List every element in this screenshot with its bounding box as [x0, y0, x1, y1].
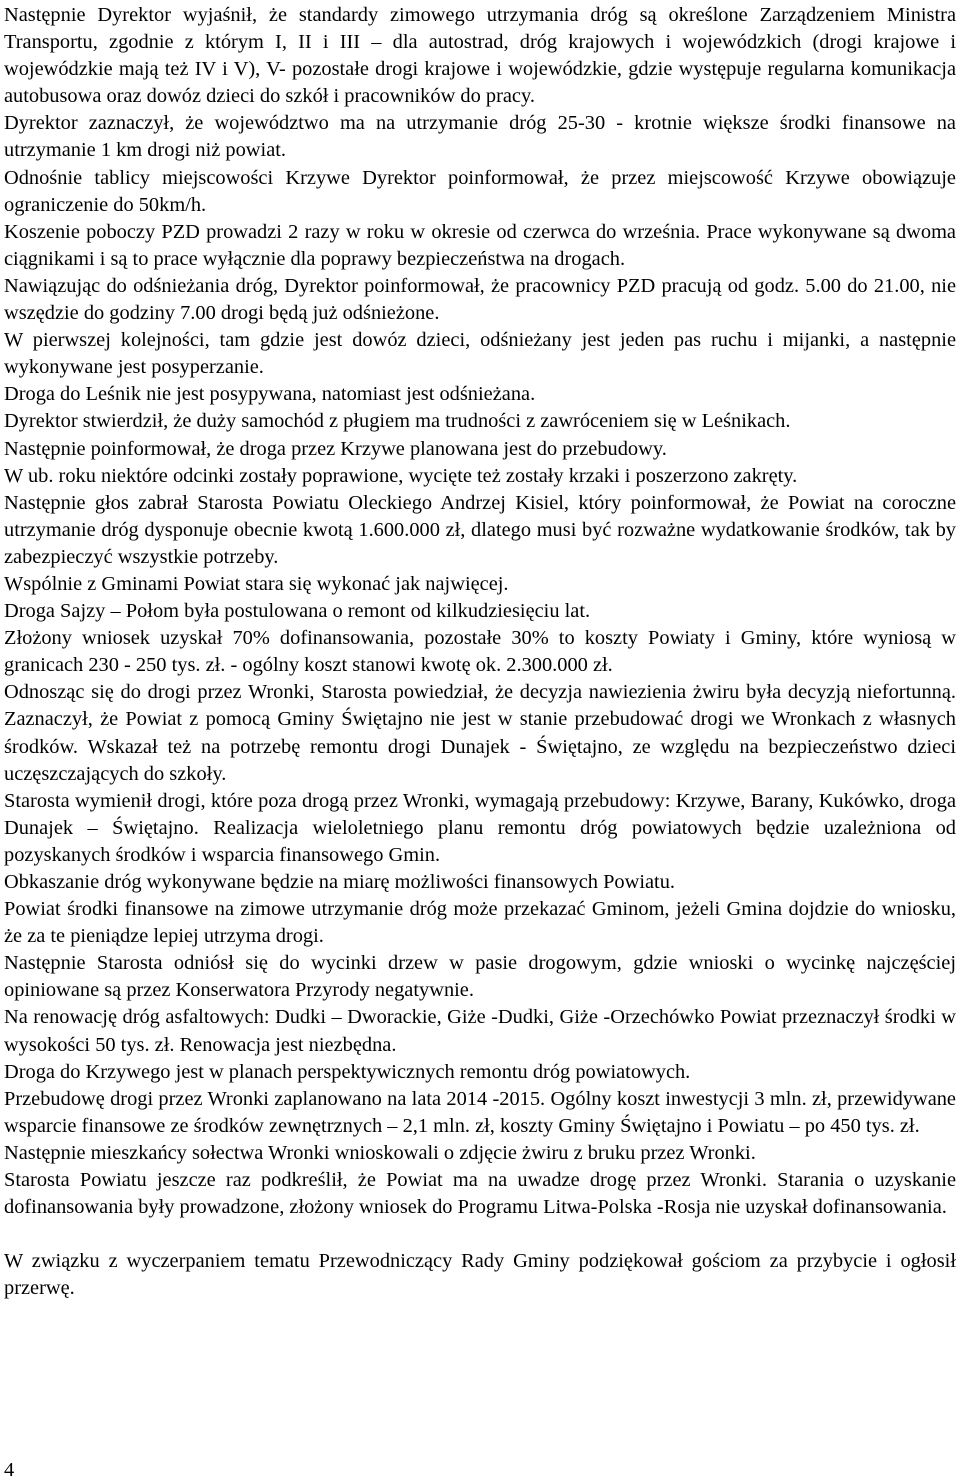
paragraph: Na renowację dróg asfaltowych: Dudki – Dworackie, Giże -Dudki, Giże -Orzechówko Powiat przeznaczył środki w wysokości 50 tys. zł. Renowacja jest niezbędna. — [4, 1006, 956, 1056]
paragraph: Koszenie poboczy PZD prowadzi 2 razy w roku w okresie od czerwca do września. Prace wykonywane są dwoma ciągnikami i są to prace wyłącznie dla poprawy bezpieczeństwa na drogach. — [4, 220, 956, 270]
paragraph: Droga do Leśnik nie jest posypywana, natomiast jest odśnieżana. — [4, 383, 536, 406]
paragraph: W ub. roku niektóre odcinki zostały poprawione, wycięte też zostały krzaki i poszerzono zakręty. — [4, 464, 798, 487]
paragraph: Złożony wniosek uzyskał 70% dofinansowania, pozostałe 30% to koszty Powiaty i Gminy, które wyniosą w granicach 230 - 250 tys. zł. - ogólny koszt stanowi kwotę ok. 2.300.000 zł. — [4, 627, 956, 677]
document-page — [4, 2, 956, 1302]
paragraph: Droga do Krzywego jest w planach perspektywicznych remontu dróg powiatowych. — [4, 1060, 691, 1083]
paragraph: Odnośnie tablicy miejscowości Krzywe Dyrektor poinformował, że przez miejscowość Krzywe obowiązuje ograniczenie do 50km/h. — [4, 166, 956, 216]
paragraph: Starosta Powiatu jeszcze raz podkreślił, że Powiat ma na uwadze drogę przez Wronki. Starania o uzyskanie dofinansowania były prowadzone, złożony wniosek do Programu Litwa-Polska -Rosja nie uzyskał dofinansowania. — [4, 1169, 956, 1219]
paragraph: Starosta wymienił drogi, które poza drogą przez Wronki, wymagają przebudowy: Krzywe, Barany, Kukówko, droga Dunajek – Świętajno. Realizacja wieloletniego planu remontu dróg powiatowych będzie uzależniona od pozyskanych środków i wsparcia finansowego Gmin. — [4, 789, 956, 866]
paragraph: Następnie poinformował, że droga przez Krzywe planowana jest do przebudowy. — [4, 437, 667, 460]
page-number: 4 — [4, 1459, 15, 1481]
paragraph-spacer — [4, 1221, 956, 1248]
paragraph: Następnie Dyrektor wyjaśnił, że standardy zimowego utrzymania dróg są określone Zarządzeniem Ministra Transportu, zgodnie z którym I, II i III – dla autostrad, dróg krajowych i wojewódzkich (drogi krajowe i wojewódzkie mają też IV i V), V- pozostałe drogi krajowe i wojewódzkie, gdzie występuje regularna komunikacja autobusowa oraz dowóz dzieci do szkół i pracowników do pracy. — [4, 4, 956, 108]
paragraph: Obkaszanie dróg wykonywane będzie na miarę możliwości finansowych Powiatu. — [4, 871, 675, 893]
paragraph: Następnie Starosta odniósł się do wycinki drzew w pasie drogowym, gdzie wnioski o wycinkę najczęściej opiniowane są przez Konserwatora Przyrody negatywnie. — [4, 952, 956, 1002]
paragraph: Powiat środki finansowe na zimowe utrzymanie dróg może przekazać Gminom, jeżeli Gmina dojdzie do wniosku, że za te pieniądze lepiej utrzyma drogi. — [4, 898, 956, 948]
closing-paragraph: W związku z wyczerpaniem tematu Przewodniczący Rady Gminy podziękował gościom za przybycie i ogłosił przerwę. — [4, 1250, 956, 1300]
paragraph: Odnosząc się do drogi przez Wronki, Starosta powiedział, że decyzja nawiezienia żwiru była decyzją niefortunną. Zaznaczył, że Powiat z pomocą Gminy Świętajno nie jest w stanie przebudować drogi we Wronkach z własnych środków. Wskazał też na potrzebę remontu drogi Dunajek - Świętajno, ze względu na bezpieczeństwo dzieci uczęszczających do szkoły. — [4, 681, 956, 785]
paragraph: Przebudowę drogi przez Wronki zaplanowano na lata 2014 -2015. Ogólny koszt inwestycji 3 mln. zł, przewidywane wsparcie finansowe ze środków zewnętrznych – 2,1 mln. zł, koszty Gminy Świętajno i Powiatu – po 450 tys. zł. — [4, 1087, 956, 1137]
paragraph: Następnie mieszkańcy sołectwa Wronki wnioskowali o zdjęcie żwiru z bruku przez Wronki. — [4, 1141, 756, 1164]
paragraph: Nawiązując do odśnieżania dróg, Dyrektor poinformował, że pracownicy PZD pracują od godz. 5.00 do 21.00, nie wszędzie do godziny 7.00 drogi będą już odśnieżone. — [4, 274, 956, 325]
paragraph: Następnie głos zabrał Starosta Powiatu Oleckiego Andrzej Kisiel, który poinformował, że Powiat na coroczne utrzymanie dróg dysponuje obecnie kwotą 1.600.000 zł, dlatego musi być rozważne wydatkowanie środków, tak by zabezpieczyć wszystkie potrzeby. — [4, 491, 956, 568]
paragraph: Wspólnie z Gminami Powiat stara się wykonać jak najwięcej. — [4, 572, 509, 595]
paragraph: Dyrektor zaznaczył, że województwo ma na utrzymanie dróg 25-30 - krotnie większe środki finansowe na utrzymanie 1 km drogi niż powiat. — [4, 112, 956, 162]
paragraph: W pierwszej kolejności, tam gdzie jest dowóz dzieci, odśnieżany jest jeden pas ruchu i mijanki, a następnie wykonywane jest posyperzanie. — [4, 329, 956, 379]
paragraph: Dyrektor stwierdził, że duży samochód z pługiem ma trudności z zawróceniem się w Leśnikach. — [4, 410, 791, 433]
paragraph: Droga Sajzy – Połom była postulowana o remont od kilkudziesięciu lat. — [4, 600, 591, 623]
